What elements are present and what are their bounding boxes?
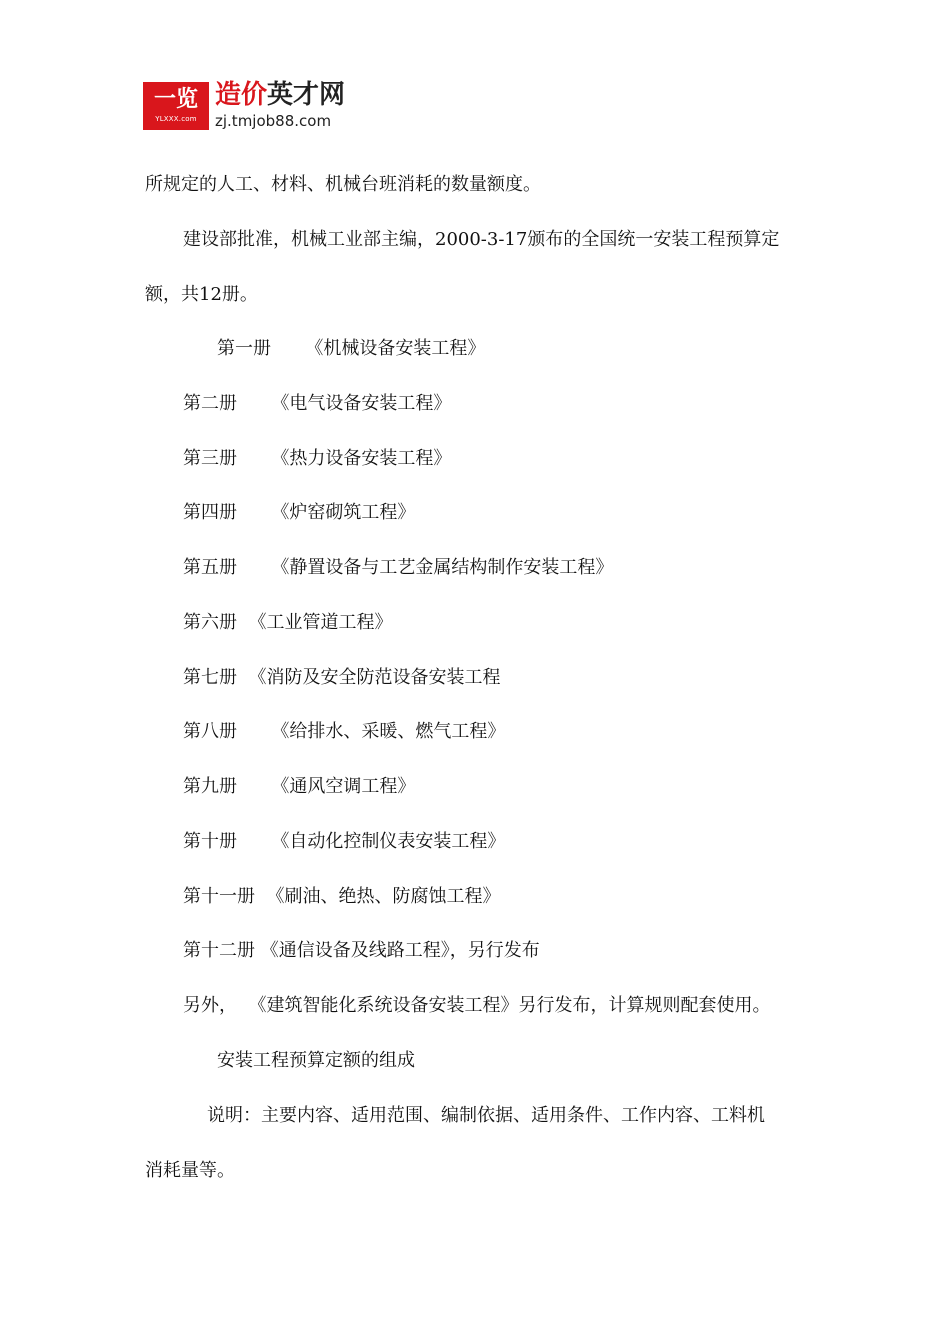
logo-name-red: 造价 [215, 80, 268, 110]
logo-name [215, 80, 345, 110]
volume-item: 第一册 《机械设备安装工程》 [217, 338, 486, 359]
volume-item: 第十二册 《通信设备及线路工程》，另行发布 [183, 940, 540, 961]
volume-item: 第十一册 《刷油、绝热、防腐蚀工程》 [183, 886, 501, 907]
volume-item: 第八册 《给排水、采暖、燃气工程》 [183, 721, 506, 742]
paragraph-line: 建设部批准，机械工业部主编，2000-3-17颁布的全国统一安装工程预算定 [183, 229, 780, 250]
paragraph-line: 额，共12册。 [145, 284, 258, 305]
logo-badge-text: 一览 [153, 87, 198, 112]
volume-item: 第四册 《炉窑砌筑工程》 [183, 502, 416, 523]
logo-badge-subtext: YLXXX.com [155, 115, 197, 123]
paragraph-line: 所规定的人工、材料、机械台班消耗的数量额度。 [145, 174, 541, 195]
logo-url: zj.tmjob88.com [215, 112, 332, 130]
volume-item: 第七册 《消防及安全防范设备安装工程 [183, 667, 501, 688]
paragraph-line: 另外， 《建筑智能化系统设备安装工程》另行发布，计算规则配套使用。 [183, 995, 771, 1016]
volume-item: 第九册 《通风空调工程》 [183, 776, 416, 797]
volume-item: 第二册 《电气设备安装工程》 [183, 393, 452, 414]
volume-item: 第六册 《工业管道工程》 [183, 612, 393, 633]
paragraph-line: 说明：主要内容、适用范围、编制依据、适用条件、工作内容、工料机 [207, 1105, 765, 1126]
paragraph-line: 消耗量等。 [145, 1160, 235, 1181]
volume-item: 第五册 《静置设备与工艺金属结构制作安装工程》 [183, 557, 614, 578]
volume-item: 第十册 《自动化控制仪表安装工程》 [183, 831, 506, 852]
site-logo[interactable] [143, 82, 403, 132]
logo-name-dark: 英才网 [267, 80, 346, 110]
logo-badge [143, 82, 209, 130]
volume-item: 第三册 《热力设备安装工程》 [183, 448, 452, 469]
section-heading: 安装工程预算定额的组成 [217, 1050, 415, 1071]
